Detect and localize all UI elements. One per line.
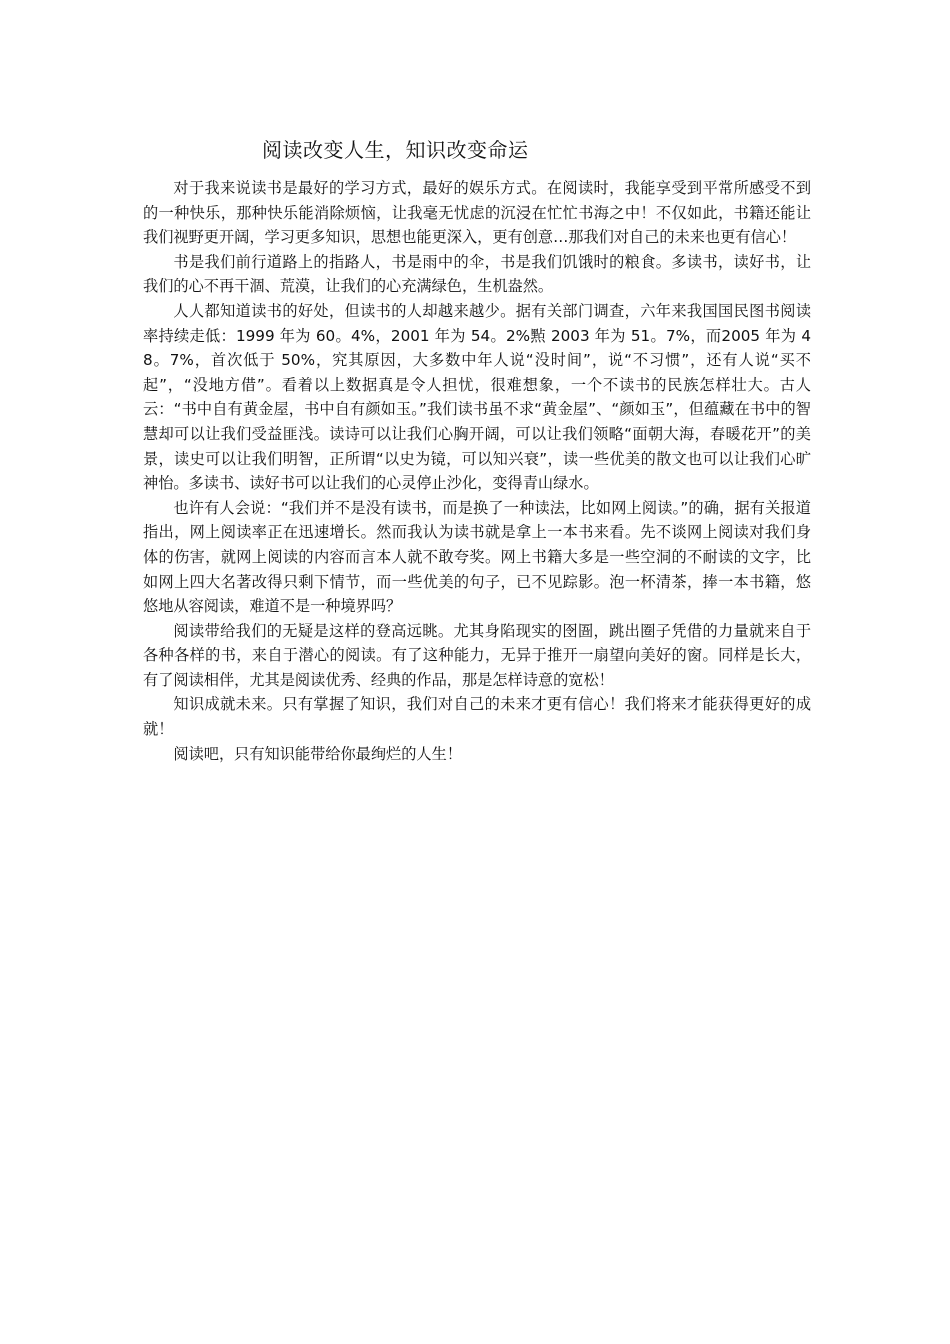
document-title: 阅读改变人生，知识改变命运	[262, 138, 529, 162]
paragraph-2: 书是我们前行道路上的指路人，书是雨中的伞，书是我们饥饿时的粮食。多读书，读好书，让我们的心不再干涸、荒漠，让我们的心充满绿色，生机盎然。	[143, 252, 811, 296]
paragraph-1: 对于我来说读书是最好的学习方式，最好的娱乐方式。在阅读时，我能享受到平常所感受不到的一种快乐，那种快乐能消除烦恼，让我毫无忧虑的沉浸在忙忙书海之中！不仅如此，书籍还能让我们视野更开阔，学习更多知识，思想也能更深入，更有创意…那我们对自己的未来也更有信心！	[143, 179, 811, 247]
paragraph-3: 人人都知道读书的好处，但读书的人却越来越少。据有关部门调查，六年来我国国民图书阅读率持续走低：1999 年为 60。4%，2001 年为 54。2%㸃 2003 年为 51。7%，而2005 年为 48。7%，首次低于 50%，究其原因，大多数中年人说“没时间”，说“不习惯”，还有人说“买不起”，“没地方借”。看着以上数据真是令人担忧，很难想象，一个不读书的民族怎样壮大。古人云：“书中自有黄金屋，书中自有颜如玉。”我们读书虽不求“黄金屋”、“颜如玉”，但蕴藏在书中的智慧却可以让我们受益匪浅。读诗可以让我们心胸开阔，可以让我们领略“面朝大海，春暖花开”的美景，读史可以让我们明智，正所谓“以史为镜，可以知兴衰”，读一些优美的散文也可以让我们心旷神怡。多读书、读好书可以让我们的心灵停止沙化，变得青山绿水。	[143, 301, 811, 493]
document-body	[143, 176, 811, 766]
paragraph-5: 阅读带给我们的无疑是这样的登高远眺。尤其身陷现实的囹圄，跳出圈子凭借的力量就来自于各种各样的书，来自于潜心的阅读。有了这种能力，无异于推开一扇望向美好的窗。同样是长大，有了阅读相伴，尤其是阅读优秀、经典的作品，那是怎样诗意的宽松！	[143, 621, 811, 689]
paragraph-4: 也许有人会说：“我们并不是没有读书，而是换了一种读法，比如网上阅读。”的确，据有关报道指出，网上阅读率正在迅速增长。然而我认为读书就是拿上一本书来看。先不谈网上阅读对我们身体的伤害，就网上阅读的内容而言本人就不敢夸奖。网上书籍大多是一些空洞的不耐读的文字，比如网上四大名著改得只剩下情节，而一些优美的句子，已不见踪影。泡一杯清茶，捧一本书籍，悠悠地从容阅读，难道不是一种境界吗？	[143, 498, 811, 616]
paragraph-6: 知识成就未来。只有掌握了知识，我们对自己的未来才更有信心！我们将来才能获得更好的成就！	[143, 695, 811, 739]
paragraph-7: 阅读吧，只有知识能带给你最绚烂的人生！	[173, 744, 462, 763]
